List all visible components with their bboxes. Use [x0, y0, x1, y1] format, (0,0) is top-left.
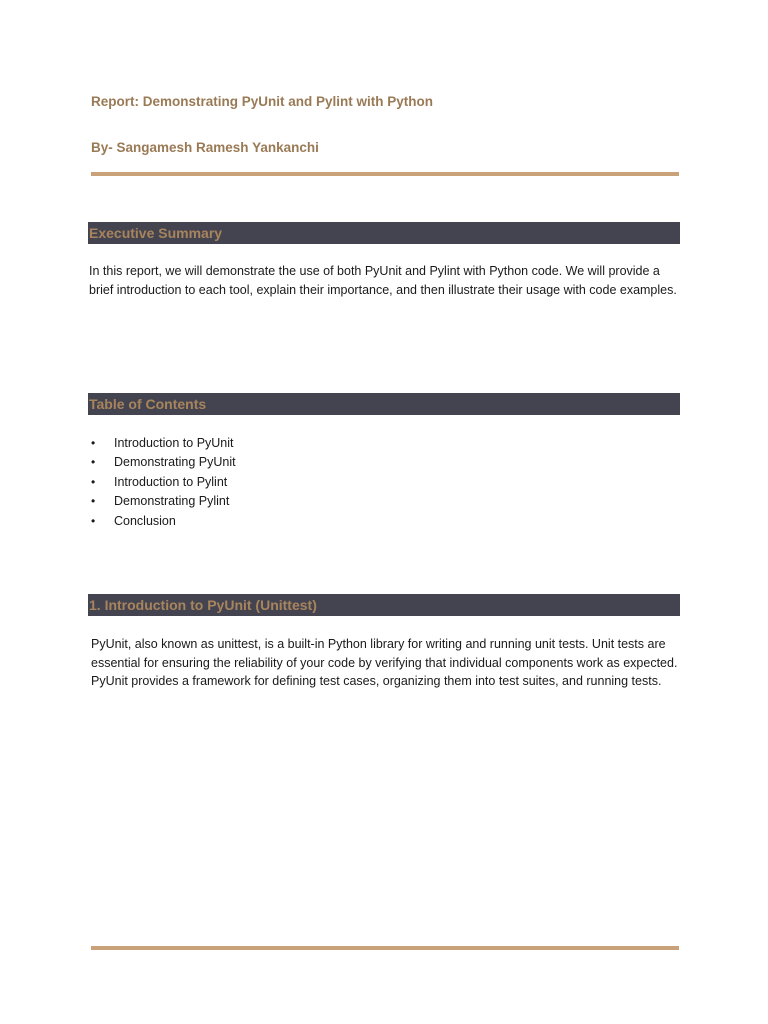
footer-divider	[91, 946, 679, 950]
bullet-icon: •	[91, 436, 96, 450]
table-of-contents-list	[89, 434, 236, 531]
bullet-icon: •	[91, 455, 96, 470]
report-author: By- Sangamesh Ramesh Yankanchi	[91, 140, 319, 155]
toc-item	[89, 434, 236, 453]
header-divider	[91, 172, 679, 176]
section-heading-intro-pyunit	[88, 594, 680, 616]
intro-pyunit-paragraph: PyUnit, also known as unittest, is a built-in Python library for writing and running unit tests. Unit tests are essential for ensuring the reliability of your code by verifying that individual components work as expected. PyUnit provides a framework for defining test cases, organizing them into test suites, and running tests.	[91, 637, 678, 689]
toc-item-label: Introduction to Pylint	[114, 474, 228, 489]
bullet-icon: •	[91, 513, 96, 528]
executive-summary-paragraph: In this report, we will demonstrate the use of both PyUnit and Pylint with Python code. We will provide a brief introduction to each tool, explain their importance, and then illustrate their usage with code examples.	[89, 264, 677, 297]
section-heading-text: Table of Contents	[89, 396, 207, 412]
toc-item-label: Demonstrating PyUnit	[114, 455, 236, 470]
section-heading-text: Executive Summary	[89, 225, 223, 241]
toc-item-label: Conclusion	[114, 513, 176, 528]
toc-item	[89, 512, 236, 531]
section-heading-executive-summary	[88, 222, 680, 244]
toc-item	[89, 492, 236, 511]
toc-item-label: Introduction to PyUnit	[114, 436, 234, 450]
toc-item	[89, 453, 236, 472]
section-heading-table-of-contents	[88, 393, 680, 415]
toc-item	[89, 473, 236, 492]
toc-item-label: Demonstrating Pylint	[114, 494, 230, 509]
bullet-icon: •	[91, 474, 96, 489]
bullet-icon: •	[91, 494, 96, 509]
report-title: Report: Demonstrating PyUnit and Pylint with Python	[91, 94, 434, 109]
section-heading-text: 1. Introduction to PyUnit (Unittest)	[89, 597, 317, 613]
